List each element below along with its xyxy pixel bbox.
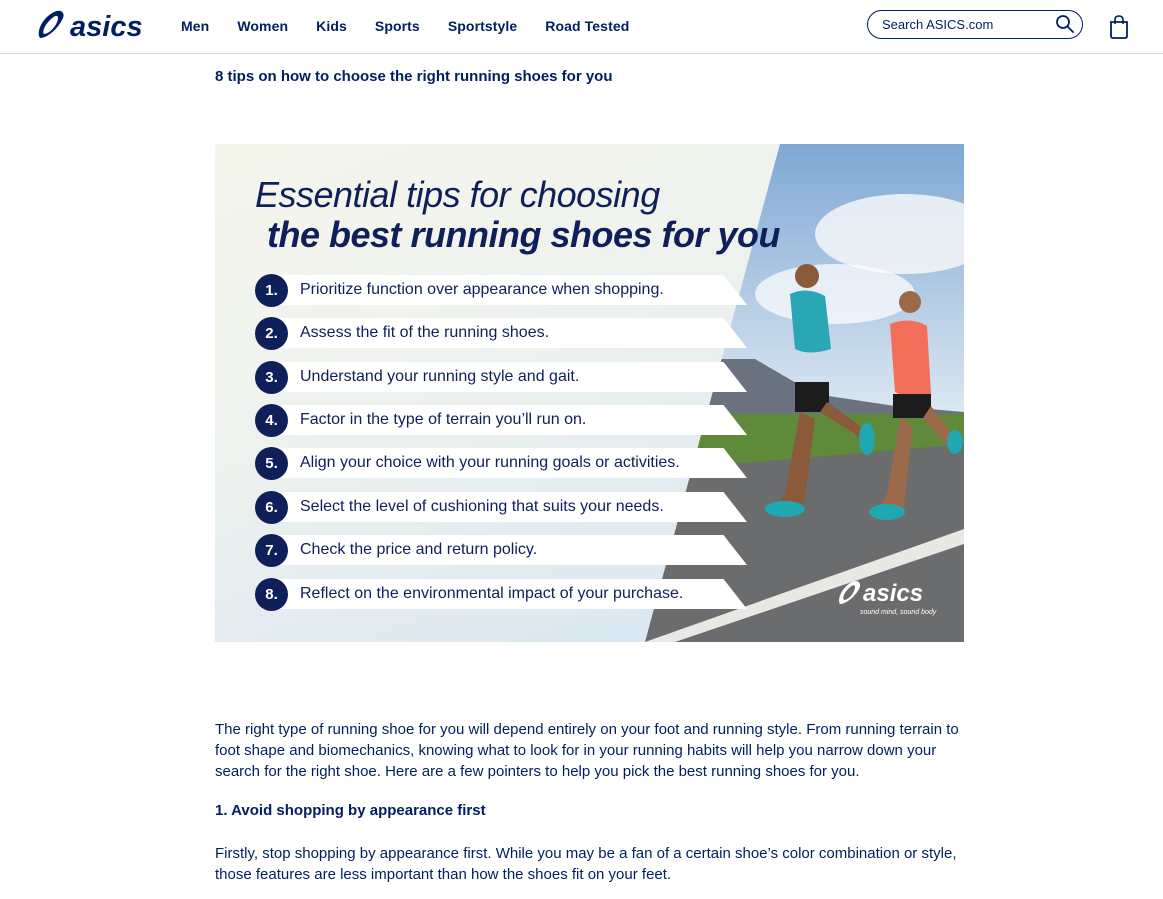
tip-text: Select the level of cushioning that suits your needs. <box>300 498 664 515</box>
tip-item <box>255 404 747 436</box>
tip-number: 6. <box>255 491 288 524</box>
search-input[interactable] <box>882 16 1042 33</box>
hero-infographic <box>215 144 964 642</box>
nav-sports[interactable]: Sports <box>374 18 420 34</box>
hero-tagline: sound mind, sound body <box>860 609 937 616</box>
article-title: 8 tips on how to choose the right running shoes for you <box>215 68 613 85</box>
main-nav <box>181 0 657 52</box>
svg-text:asics: asics <box>863 580 924 607</box>
nav-men[interactable]: Men <box>181 18 210 34</box>
hero-asics-logo <box>837 578 927 608</box>
nav-road-tested[interactable]: Road Tested <box>545 18 630 34</box>
tip-item <box>255 491 747 523</box>
section-heading: 1. Avoid shopping by appearance first <box>215 802 486 819</box>
search-icon[interactable] <box>1055 14 1075 34</box>
tip-item <box>255 274 747 306</box>
search-box <box>867 10 1083 39</box>
nav-kids[interactable]: Kids <box>316 18 347 34</box>
svg-text:asics: asics <box>70 11 143 43</box>
nav-women[interactable]: Women <box>237 18 289 34</box>
tip-number: 3. <box>255 361 288 394</box>
tip-text: Prioritize function over appearance when shopping. <box>300 281 664 298</box>
tip-number: 8. <box>255 578 288 611</box>
tip-item <box>255 317 747 349</box>
tip-text: Reflect on the environmental impact of your purchase. <box>300 585 684 602</box>
tip-text: Factor in the type of terrain you’ll run on. <box>300 411 587 428</box>
tip-number: 5. <box>255 447 288 480</box>
tip-number: 4. <box>255 404 288 437</box>
shopping-bag-icon[interactable] <box>1108 15 1130 39</box>
tip-number: 2. <box>255 317 288 350</box>
asics-logo[interactable] <box>36 8 144 44</box>
tip-text: Understand your running style and gait. <box>300 368 580 385</box>
tip-text: Check the price and return policy. <box>300 541 538 558</box>
intro-paragraph: The right type of running shoe for you will depend entirely on your foot and running style. From running terrain to foot shape and biomechanics, knowing what to look for in your running habits will help you narrow down your search for the right shoe. Here are a few pointers to help you pick the best running shoes for you. <box>215 721 959 780</box>
hero-heading-line1: Essential tips for choosing <box>255 174 660 215</box>
tip-number: 1. <box>255 274 288 307</box>
tip-item <box>255 447 747 479</box>
hero-heading-line2: the best running shoes for you <box>267 214 781 255</box>
tip-item <box>255 534 747 566</box>
nav-sportstyle[interactable]: Sportstyle <box>447 18 518 34</box>
tip-text: Align your choice with your running goals or activities. <box>300 454 680 471</box>
site-header <box>0 0 1163 54</box>
tip-item <box>255 361 747 393</box>
section-paragraph: Firstly, stop shopping by appearance first. While you may be a fan of a certain shoe’s color combination or style, those features are less important than how the shoes fit on your feet. <box>215 845 957 883</box>
tip-item <box>255 578 747 610</box>
tip-text: Assess the fit of the running shoes. <box>300 324 550 341</box>
tip-number: 7. <box>255 534 288 567</box>
